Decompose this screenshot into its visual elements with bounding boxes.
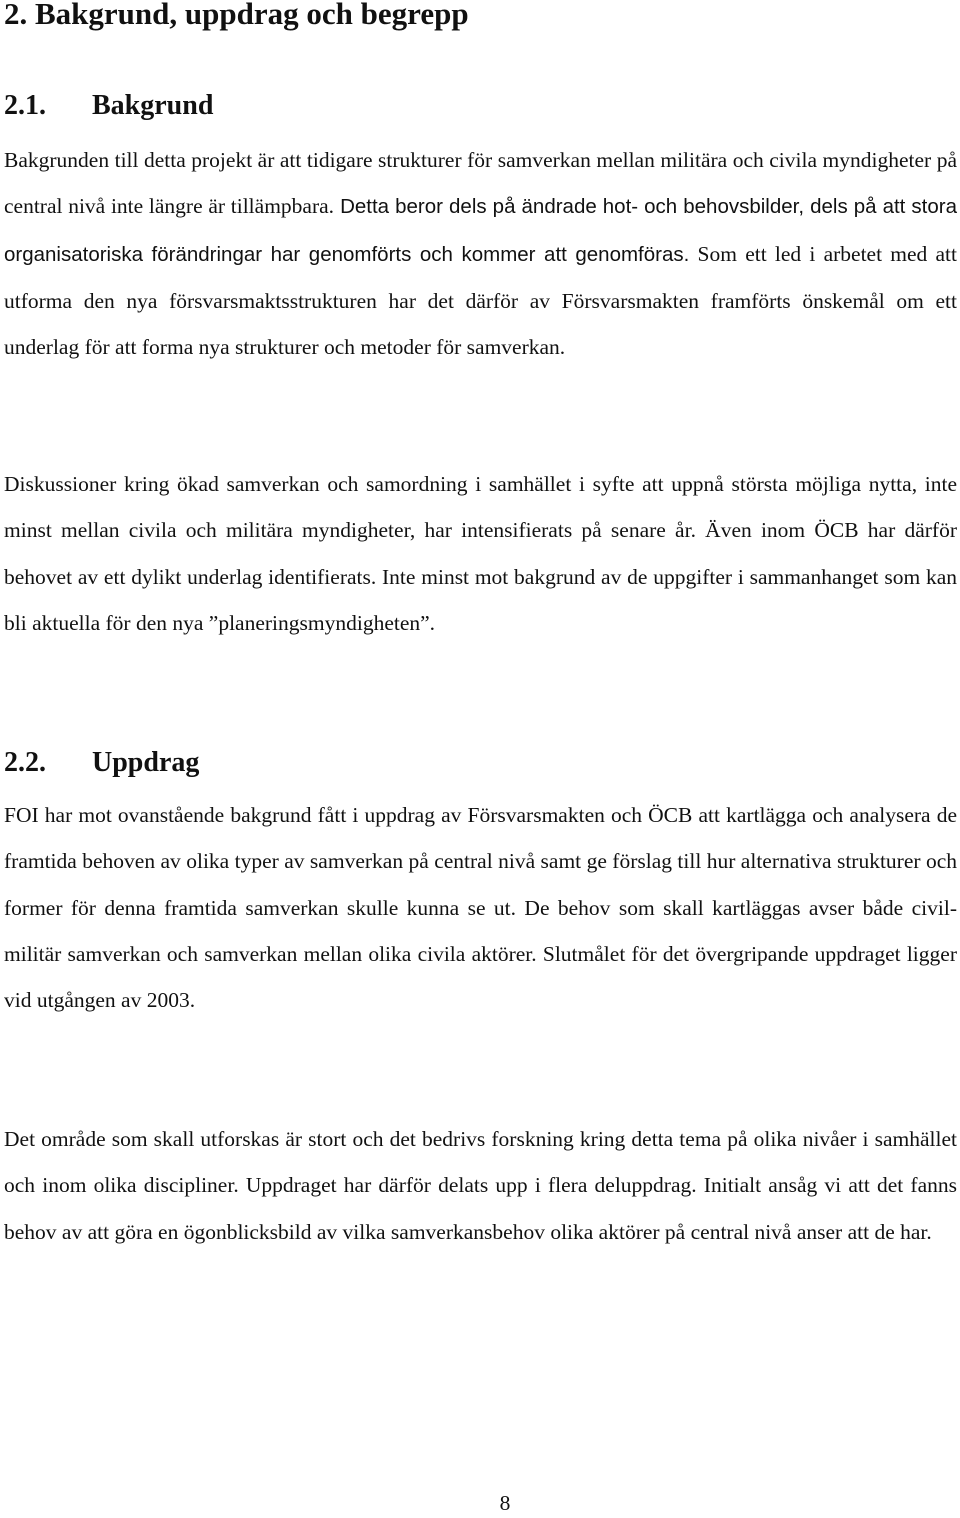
section-title: Bakgrund	[92, 90, 214, 121]
section-number: 2.2.	[4, 747, 46, 778]
section-heading-bakgrund	[4, 88, 957, 124]
paragraph-text: Bakgrunden till detta projekt är att tidigare strukturer för samverkan mellan militära och civila myndigheter på central nivå inte längre är tillämpbara.	[4, 148, 957, 219]
chapter-heading: 2. Bakgrund, uppdrag och begrepp	[4, 0, 469, 31]
paragraph-bakgrund-1	[4, 137, 957, 370]
section-number: 2.1.	[4, 90, 46, 121]
paragraph-uppdrag-2: Det område som skall utforskas är stort och det bedrivs forskning kring detta tema på olika nivåer i samhället och inom olika discipliner. Uppdraget har därför delats upp i flera deluppdrag. Initialt ansåg vi att det fanns behov av att göra en ögonblicksbild av vilka samverkansbehov olika aktörer på central nivå anser att de har.	[4, 1127, 957, 1244]
section-heading-uppdrag	[4, 745, 957, 781]
paragraph-bakgrund-2: Diskussioner kring ökad samverkan och samordning i samhället i syfte att uppnå största möjliga nytta, inte minst mellan civila och militära myndigheter, har intensifierats på senare år. Även inom ÖCB har därför behovet av ett dylikt underlag identifierats. Inte minst mot bakgrund av de uppgifter i sammanhanget som kan bli aktuella för den nya ”planeringsmyndigheten”.	[4, 472, 957, 635]
paragraph-text: Som ett led i arbetet med att utforma den nya försvarsmaktsstrukturen har det därför av Försvarsmakten framförts önskemål om ett underlag för att forma nya strukturer och metoder för samverkan.	[4, 241, 957, 360]
page-number: 8	[499, 1491, 511, 1515]
paragraph-uppdrag-1: FOI har mot ovanstående bakgrund fått i uppdrag av Försvarsmakten och ÖCB att kartlägga och analysera de framtida behoven av olika typer av samverkan på central nivå samt ge förslag till hur alternativa strukturer och former för denna framtida samverkan skulle kunna se ut. De behov som skall kartläggas avser både civil-militär samverkan och samverkan mellan olika civila aktörer. Slutmålet för det övergripande uppdraget ligger vid utgången av 2003.	[4, 803, 957, 1013]
paragraph-text-sans: Detta beror dels på ändrade hot- och behovsbilder, dels på att stora organisatoriska förändringar har genomförts och kommer att genomföras.	[4, 195, 957, 266]
section-title: Uppdrag	[92, 747, 200, 778]
